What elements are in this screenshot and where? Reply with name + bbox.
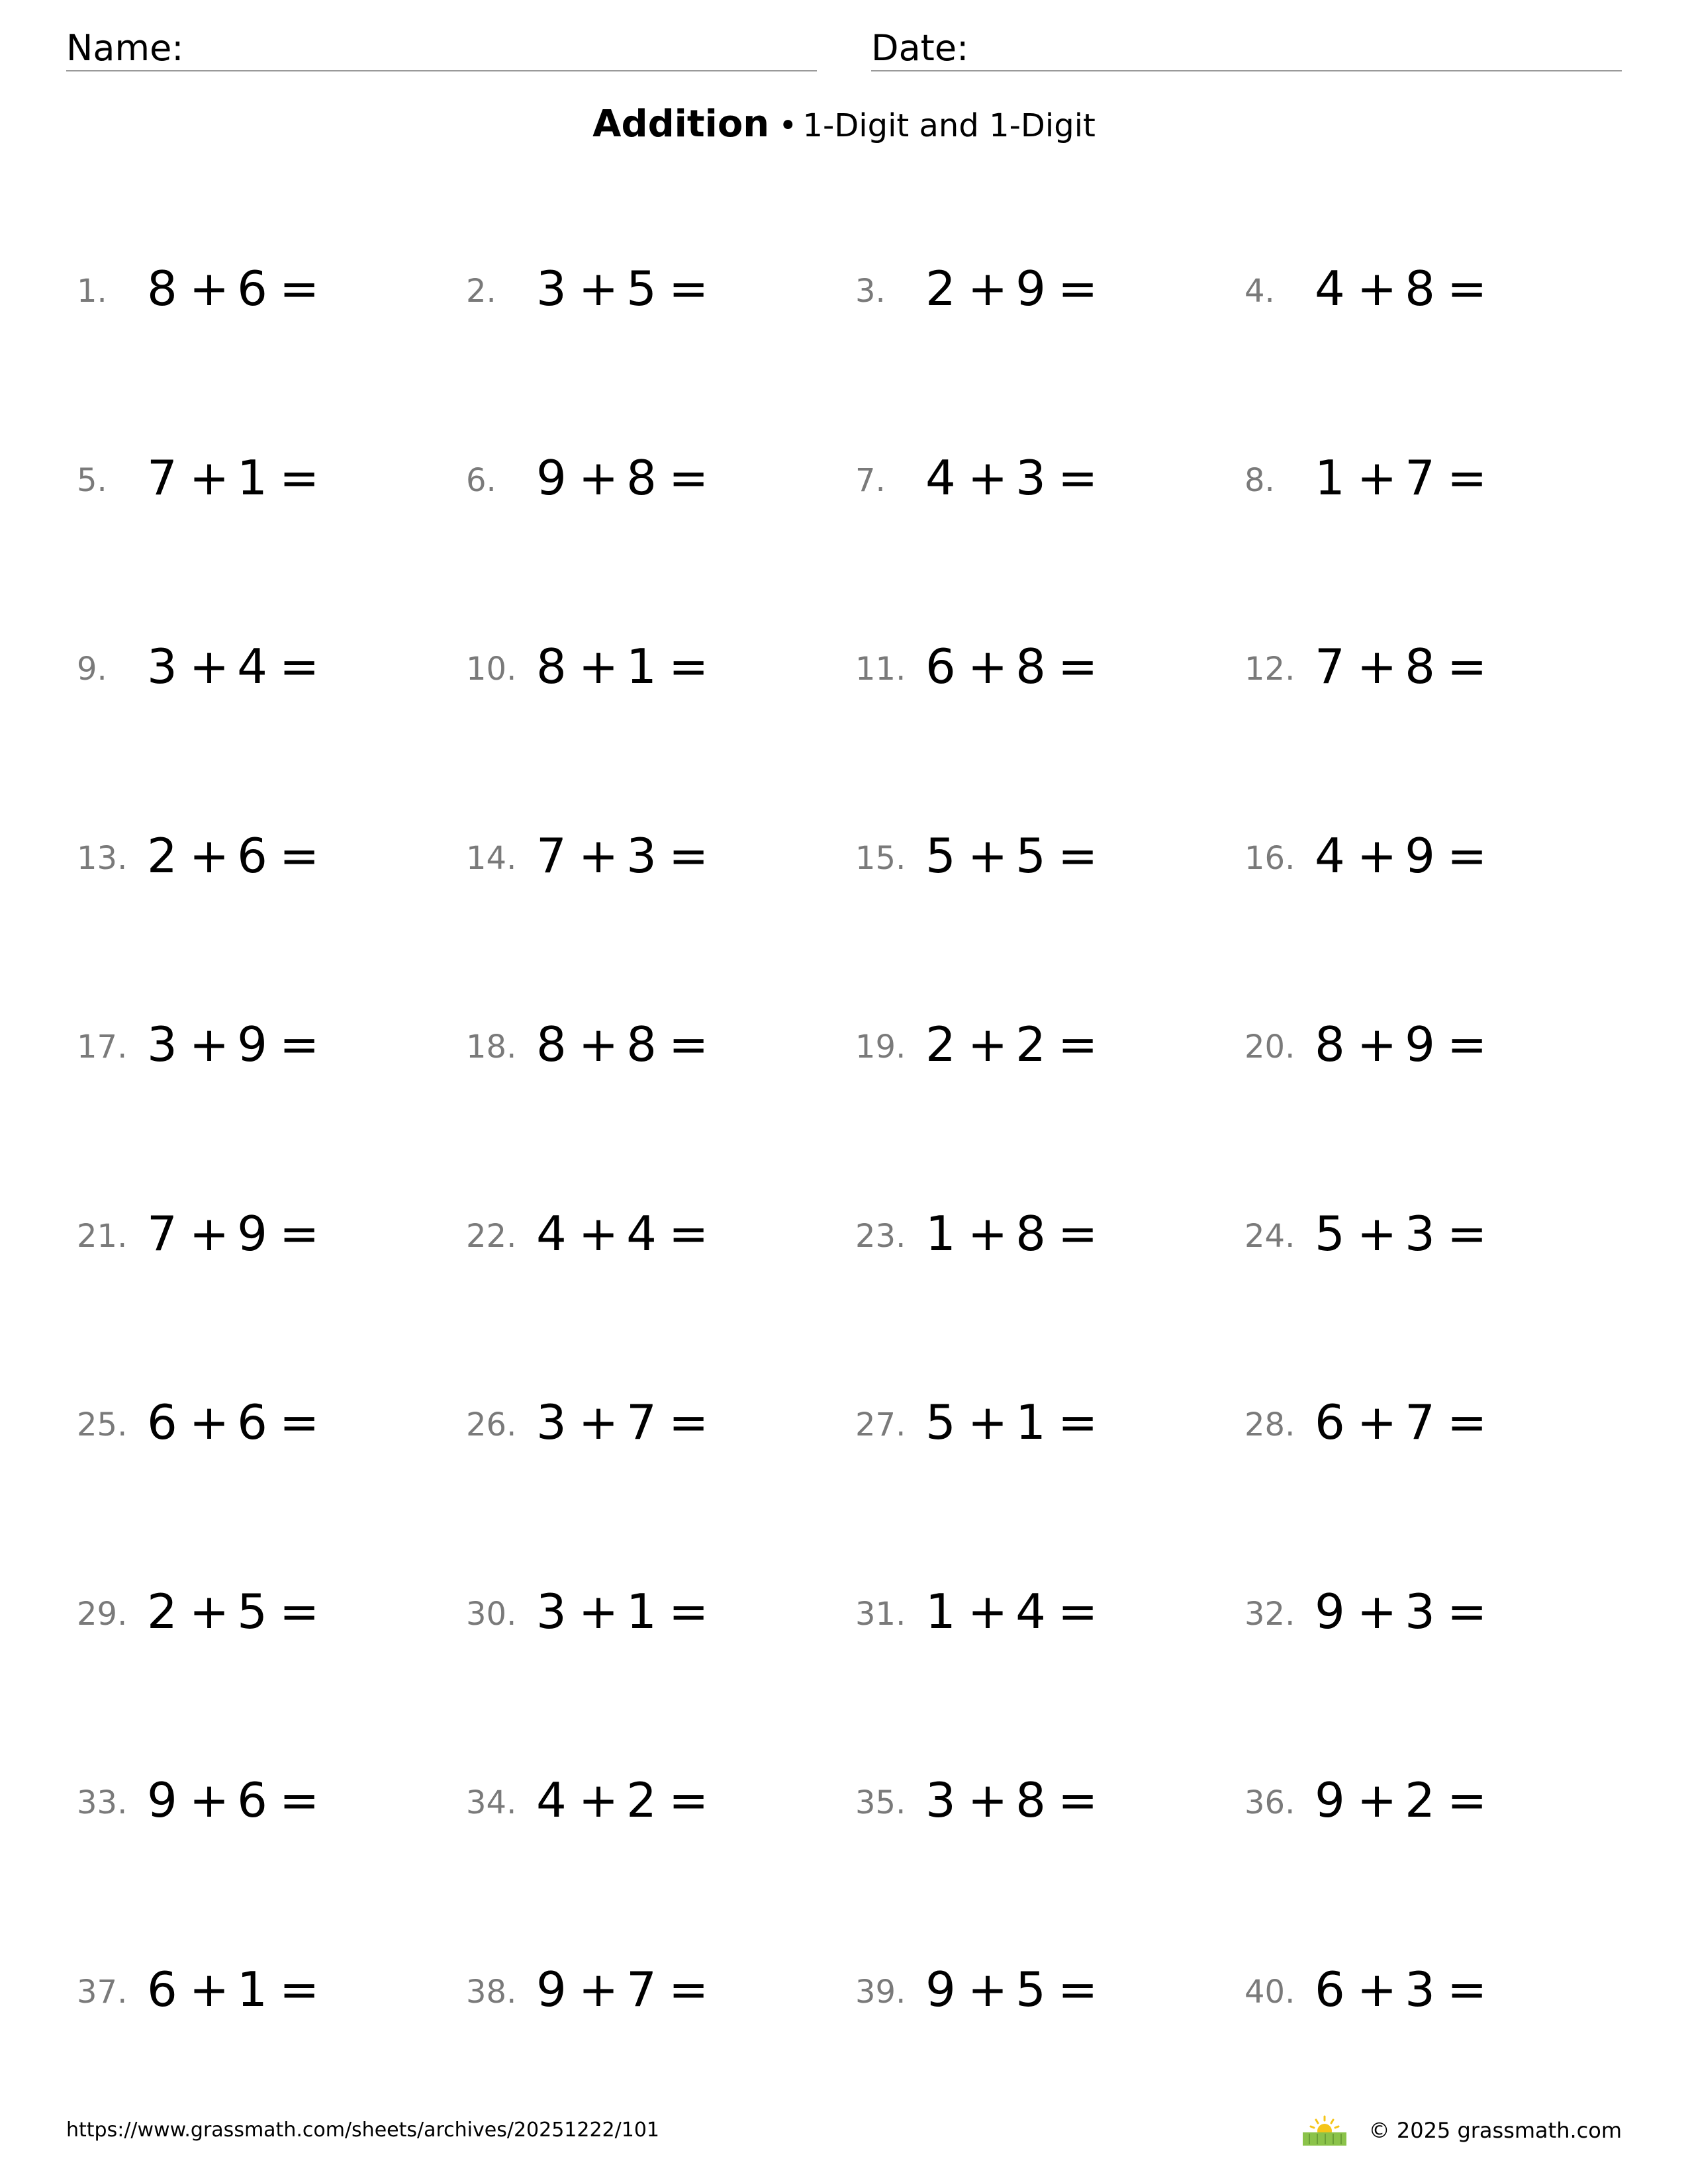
operand-a: 7 — [147, 450, 179, 506]
sun-over-grass-logo-icon — [1301, 2114, 1348, 2147]
problem-expression — [147, 261, 321, 316]
operand-a: 9 — [1315, 1584, 1346, 1639]
operand-a: 5 — [925, 1394, 957, 1450]
problem-expression — [925, 1017, 1100, 1072]
equals-sign: = — [1057, 639, 1100, 694]
operator: + — [189, 1772, 231, 1828]
operand-b: 5 — [1015, 828, 1047, 884]
operand-b: 1 — [1015, 1394, 1047, 1450]
problem-expression — [925, 828, 1100, 884]
problem-item — [455, 1015, 826, 1081]
operand-a: 6 — [1315, 1962, 1346, 2017]
equals-sign: = — [1057, 1206, 1100, 1261]
operand-b: 8 — [1015, 1206, 1047, 1261]
equals-sign: = — [1446, 828, 1489, 884]
problem-expression — [536, 1206, 710, 1261]
problem-item — [1234, 1960, 1605, 2026]
problem-number: 21. — [77, 1218, 128, 1255]
operand-b: 1 — [237, 450, 269, 506]
operator: + — [1356, 828, 1399, 884]
equals-sign: = — [1057, 1394, 1100, 1450]
operand-a: 3 — [925, 1772, 957, 1828]
operand-b: 3 — [1015, 450, 1047, 506]
problem-number: 37. — [77, 1974, 128, 2011]
problem-expression — [536, 1584, 710, 1639]
operator: + — [967, 1394, 1009, 1450]
problem-number: 30. — [466, 1596, 517, 1633]
problem-item — [845, 1960, 1215, 2026]
problem-number: 14. — [466, 840, 517, 877]
problem-number: 33. — [77, 1784, 128, 1821]
equals-sign: = — [668, 639, 710, 694]
problem-number: 26. — [466, 1406, 517, 1443]
problem-item — [66, 1960, 437, 2026]
problem-item — [455, 827, 826, 893]
equals-sign: = — [1446, 1394, 1489, 1450]
problem-item — [455, 1393, 826, 1459]
operand-a: 3 — [147, 639, 179, 694]
problem-expression — [147, 1206, 321, 1261]
problem-expression — [925, 1394, 1100, 1450]
operand-b: 6 — [237, 828, 269, 884]
equals-sign: = — [1057, 828, 1100, 884]
problem-item — [455, 259, 826, 326]
operator: + — [189, 450, 231, 506]
operator: + — [189, 1017, 231, 1072]
problem-item — [1234, 259, 1605, 326]
operand-a: 8 — [536, 1017, 568, 1072]
name-label: Name: — [66, 27, 184, 69]
operand-a: 2 — [925, 1017, 957, 1072]
operator: + — [1356, 1206, 1399, 1261]
problem-expression — [536, 1394, 710, 1450]
problem-expression — [147, 639, 321, 694]
problem-expression — [1315, 450, 1489, 506]
problem-item — [66, 259, 437, 326]
problem-expression — [1315, 1206, 1489, 1261]
problem-number: 36. — [1244, 1784, 1295, 1821]
operator: + — [1356, 1017, 1399, 1072]
equals-sign: = — [1446, 1584, 1489, 1639]
problem-number: 1. — [77, 273, 107, 310]
operand-a: 5 — [925, 828, 957, 884]
operand-a: 6 — [147, 1962, 179, 2017]
operand-b: 8 — [1015, 1772, 1047, 1828]
problem-item — [1234, 827, 1605, 893]
problem-expression — [536, 1017, 710, 1072]
problem-expression — [147, 1017, 321, 1072]
problem-item — [66, 1582, 437, 1649]
problem-number: 22. — [466, 1218, 517, 1255]
operand-b: 4 — [237, 639, 269, 694]
problem-number: 8. — [1244, 462, 1275, 499]
problem-number: 25. — [77, 1406, 128, 1443]
title-separator: • — [778, 107, 798, 144]
problem-expression — [536, 450, 710, 506]
operand-a: 7 — [536, 828, 568, 884]
problem-expression — [1315, 1772, 1489, 1828]
operand-a: 3 — [147, 1017, 179, 1072]
operator: + — [189, 1206, 231, 1261]
operand-a: 3 — [536, 1584, 568, 1639]
equals-sign: = — [279, 1584, 321, 1639]
problem-item — [455, 637, 826, 704]
operator: + — [578, 1206, 620, 1261]
problem-expression — [147, 1584, 321, 1639]
operator: + — [578, 261, 620, 316]
problem-item — [66, 1771, 437, 1837]
equals-sign: = — [668, 1772, 710, 1828]
problem-item — [455, 1771, 826, 1837]
operator: + — [578, 1017, 620, 1072]
operand-b: 6 — [237, 261, 269, 316]
operand-a: 9 — [536, 1962, 568, 2017]
operand-a: 4 — [536, 1206, 568, 1261]
equals-sign: = — [1446, 450, 1489, 506]
equals-sign: = — [668, 1394, 710, 1450]
problem-expression — [925, 639, 1100, 694]
problem-expression — [536, 828, 710, 884]
operand-b: 3 — [1405, 1206, 1436, 1261]
operator: + — [189, 1584, 231, 1639]
problem-item — [1234, 1582, 1605, 1649]
problem-expression — [147, 1962, 321, 2017]
equals-sign: = — [1446, 639, 1489, 694]
problem-item — [66, 1205, 437, 1271]
problem-number: 3. — [855, 273, 886, 310]
operator: + — [967, 1772, 1009, 1828]
problem-item — [66, 1015, 437, 1081]
operand-a: 7 — [147, 1206, 179, 1261]
operator: + — [967, 1584, 1009, 1639]
problem-item — [845, 637, 1215, 704]
equals-sign: = — [1446, 1962, 1489, 2017]
problem-number: 15. — [855, 840, 906, 877]
operator: + — [967, 450, 1009, 506]
operator: + — [967, 1962, 1009, 2017]
operand-b: 3 — [626, 828, 658, 884]
operand-b: 4 — [1015, 1584, 1047, 1639]
operand-b: 9 — [237, 1017, 269, 1072]
problem-number: 27. — [855, 1406, 906, 1443]
operator: + — [967, 1017, 1009, 1072]
problem-item — [455, 1960, 826, 2026]
problem-number: 35. — [855, 1784, 906, 1821]
problem-expression — [536, 261, 710, 316]
problem-number: 20. — [1244, 1028, 1295, 1066]
operand-a: 6 — [1315, 1394, 1346, 1450]
operator: + — [578, 1584, 620, 1639]
operand-a: 6 — [925, 639, 957, 694]
operand-a: 2 — [147, 1584, 179, 1639]
problem-number: 11. — [855, 651, 906, 688]
operand-b: 9 — [1015, 261, 1047, 316]
footer-url: https://www.grassmath.com/sheets/archives/20251222/101 — [66, 2118, 660, 2142]
operand-a: 4 — [925, 450, 957, 506]
equals-sign: = — [279, 1017, 321, 1072]
problem-number: 31. — [855, 1596, 906, 1633]
problem-number: 28. — [1244, 1406, 1295, 1443]
operator: + — [189, 1394, 231, 1450]
operand-a: 4 — [536, 1772, 568, 1828]
problem-item — [845, 449, 1215, 515]
date-field[interactable] — [871, 25, 1622, 71]
equals-sign: = — [668, 1017, 710, 1072]
equals-sign: = — [1446, 261, 1489, 316]
operand-b: 9 — [237, 1206, 269, 1261]
problem-expression — [925, 1962, 1100, 2017]
operand-b: 7 — [626, 1394, 658, 1450]
problem-expression — [536, 639, 710, 694]
problem-item — [845, 1205, 1215, 1271]
equals-sign: = — [279, 828, 321, 884]
problem-item — [845, 827, 1215, 893]
problem-expression — [1315, 1962, 1489, 2017]
equals-sign: = — [279, 1206, 321, 1261]
operand-b: 8 — [1405, 639, 1436, 694]
footer-copyright: © 2025 grassmath.com — [1368, 2118, 1622, 2143]
problem-number: 18. — [466, 1028, 517, 1066]
operator: + — [189, 639, 231, 694]
operand-b: 5 — [1015, 1962, 1047, 2017]
operand-b: 8 — [1015, 639, 1047, 694]
title-subtitle: 1-Digit and 1-Digit — [802, 107, 1096, 144]
operand-a: 8 — [147, 261, 179, 316]
problem-number: 6. — [466, 462, 496, 499]
problem-item — [66, 827, 437, 893]
equals-sign: = — [279, 1962, 321, 2017]
problem-expression — [147, 828, 321, 884]
operand-a: 9 — [1315, 1772, 1346, 1828]
operand-b: 1 — [237, 1962, 269, 2017]
name-field[interactable] — [66, 25, 817, 71]
equals-sign: = — [668, 450, 710, 506]
problem-expression — [925, 261, 1100, 316]
problem-item — [1234, 1393, 1605, 1459]
operand-b: 8 — [1405, 261, 1436, 316]
operator: + — [1356, 450, 1399, 506]
operand-a: 9 — [925, 1962, 957, 2017]
operand-b: 3 — [1405, 1962, 1436, 2017]
operator: + — [189, 1962, 231, 2017]
problem-expression — [147, 450, 321, 506]
operand-b: 1 — [626, 639, 658, 694]
operator: + — [578, 639, 620, 694]
problem-item — [1234, 1771, 1605, 1837]
problem-expression — [147, 1772, 321, 1828]
operator: + — [578, 1772, 620, 1828]
equals-sign: = — [1057, 450, 1100, 506]
date-label: Date: — [871, 27, 969, 69]
problem-number: 38. — [466, 1974, 517, 2011]
operand-b: 5 — [237, 1584, 269, 1639]
operator: + — [1356, 1584, 1399, 1639]
operand-a: 9 — [147, 1772, 179, 1828]
operand-b: 8 — [626, 1017, 658, 1072]
operand-a: 8 — [536, 639, 568, 694]
operand-b: 1 — [626, 1584, 658, 1639]
equals-sign: = — [1446, 1772, 1489, 1828]
problem-number: 7. — [855, 462, 886, 499]
operand-a: 9 — [536, 450, 568, 506]
equals-sign: = — [279, 1772, 321, 1828]
operand-a: 4 — [1315, 828, 1346, 884]
operand-b: 6 — [237, 1772, 269, 1828]
operand-a: 4 — [1315, 261, 1346, 316]
equals-sign: = — [279, 639, 321, 694]
operand-a: 1 — [1315, 450, 1346, 506]
equals-sign: = — [668, 1206, 710, 1261]
problem-item — [845, 259, 1215, 326]
problem-expression — [1315, 828, 1489, 884]
operator: + — [1356, 639, 1399, 694]
problem-item — [66, 449, 437, 515]
problem-number: 16. — [1244, 840, 1295, 877]
equals-sign: = — [279, 261, 321, 316]
problem-expression — [536, 1772, 710, 1828]
problem-item — [455, 1205, 826, 1271]
problem-number: 5. — [77, 462, 107, 499]
problem-expression — [1315, 639, 1489, 694]
problem-item — [455, 1582, 826, 1649]
operator: + — [1356, 1962, 1399, 2017]
operand-b: 5 — [626, 261, 658, 316]
problem-expression — [1315, 1017, 1489, 1072]
operand-a: 1 — [925, 1584, 957, 1639]
problem-number: 29. — [77, 1596, 128, 1633]
operand-a: 7 — [1315, 639, 1346, 694]
operand-a: 6 — [147, 1394, 179, 1450]
problem-number: 40. — [1244, 1974, 1295, 2011]
operator: + — [967, 828, 1009, 884]
operator: + — [967, 639, 1009, 694]
equals-sign: = — [668, 1584, 710, 1639]
operand-a: 3 — [536, 261, 568, 316]
problem-number: 34. — [466, 1784, 517, 1821]
problem-expression — [925, 1584, 1100, 1639]
problem-number: 13. — [77, 840, 128, 877]
operand-b: 8 — [626, 450, 658, 506]
problem-expression — [536, 1962, 710, 2017]
problem-number: 12. — [1244, 651, 1295, 688]
problem-expression — [1315, 1394, 1489, 1450]
equals-sign: = — [1057, 1584, 1100, 1639]
operand-b: 2 — [1015, 1017, 1047, 1072]
operand-b: 7 — [626, 1962, 658, 2017]
problem-expression — [147, 1394, 321, 1450]
problem-expression — [925, 450, 1100, 506]
operand-b: 6 — [237, 1394, 269, 1450]
problem-item — [845, 1015, 1215, 1081]
equals-sign: = — [1057, 1017, 1100, 1072]
problem-item — [455, 449, 826, 515]
problem-item — [845, 1393, 1215, 1459]
operand-a: 3 — [536, 1394, 568, 1450]
operator: + — [578, 450, 620, 506]
problem-expression — [1315, 261, 1489, 316]
equals-sign: = — [279, 1394, 321, 1450]
operand-b: 7 — [1405, 450, 1436, 506]
footer-brand — [1301, 2114, 1622, 2147]
operator: + — [967, 261, 1009, 316]
problem-expression — [1315, 1584, 1489, 1639]
operand-b: 2 — [1405, 1772, 1436, 1828]
operator: + — [1356, 1394, 1399, 1450]
problem-number: 19. — [855, 1028, 906, 1066]
problem-number: 4. — [1244, 273, 1275, 310]
operand-a: 5 — [1315, 1206, 1346, 1261]
problem-number: 24. — [1244, 1218, 1295, 1255]
problem-number: 23. — [855, 1218, 906, 1255]
problem-item — [1234, 1015, 1605, 1081]
operator: + — [578, 828, 620, 884]
problem-number: 2. — [466, 273, 496, 310]
operator: + — [189, 261, 231, 316]
problem-item — [1234, 449, 1605, 515]
operator: + — [1356, 261, 1399, 316]
operand-b: 9 — [1405, 828, 1436, 884]
operand-a: 1 — [925, 1206, 957, 1261]
problem-expression — [925, 1772, 1100, 1828]
equals-sign: = — [1057, 1962, 1100, 2017]
problem-number: 17. — [77, 1028, 128, 1066]
problem-number: 32. — [1244, 1596, 1295, 1633]
operand-b: 9 — [1405, 1017, 1436, 1072]
worksheet-title — [0, 103, 1688, 146]
operand-b: 7 — [1405, 1394, 1436, 1450]
operator: + — [1356, 1772, 1399, 1828]
operand-a: 2 — [147, 828, 179, 884]
equals-sign: = — [668, 828, 710, 884]
problem-item — [1234, 637, 1605, 704]
equals-sign: = — [279, 450, 321, 506]
operand-b: 3 — [1405, 1584, 1436, 1639]
equals-sign: = — [1446, 1017, 1489, 1072]
equals-sign: = — [1446, 1206, 1489, 1261]
problem-expression — [925, 1206, 1100, 1261]
operand-a: 2 — [925, 261, 957, 316]
problem-item — [66, 1393, 437, 1459]
operator: + — [578, 1394, 620, 1450]
operator: + — [578, 1962, 620, 2017]
equals-sign: = — [1057, 1772, 1100, 1828]
equals-sign: = — [668, 261, 710, 316]
problem-number: 9. — [77, 651, 107, 688]
problem-item — [845, 1582, 1215, 1649]
equals-sign: = — [1057, 261, 1100, 316]
problem-item — [845, 1771, 1215, 1837]
operand-b: 2 — [626, 1772, 658, 1828]
operand-b: 4 — [626, 1206, 658, 1261]
problem-number: 10. — [466, 651, 517, 688]
equals-sign: = — [668, 1962, 710, 2017]
problem-item — [66, 637, 437, 704]
title-main: Addition — [592, 103, 770, 146]
operator: + — [967, 1206, 1009, 1261]
operand-a: 8 — [1315, 1017, 1346, 1072]
problem-number: 39. — [855, 1974, 906, 2011]
operator: + — [189, 828, 231, 884]
problem-item — [1234, 1205, 1605, 1271]
